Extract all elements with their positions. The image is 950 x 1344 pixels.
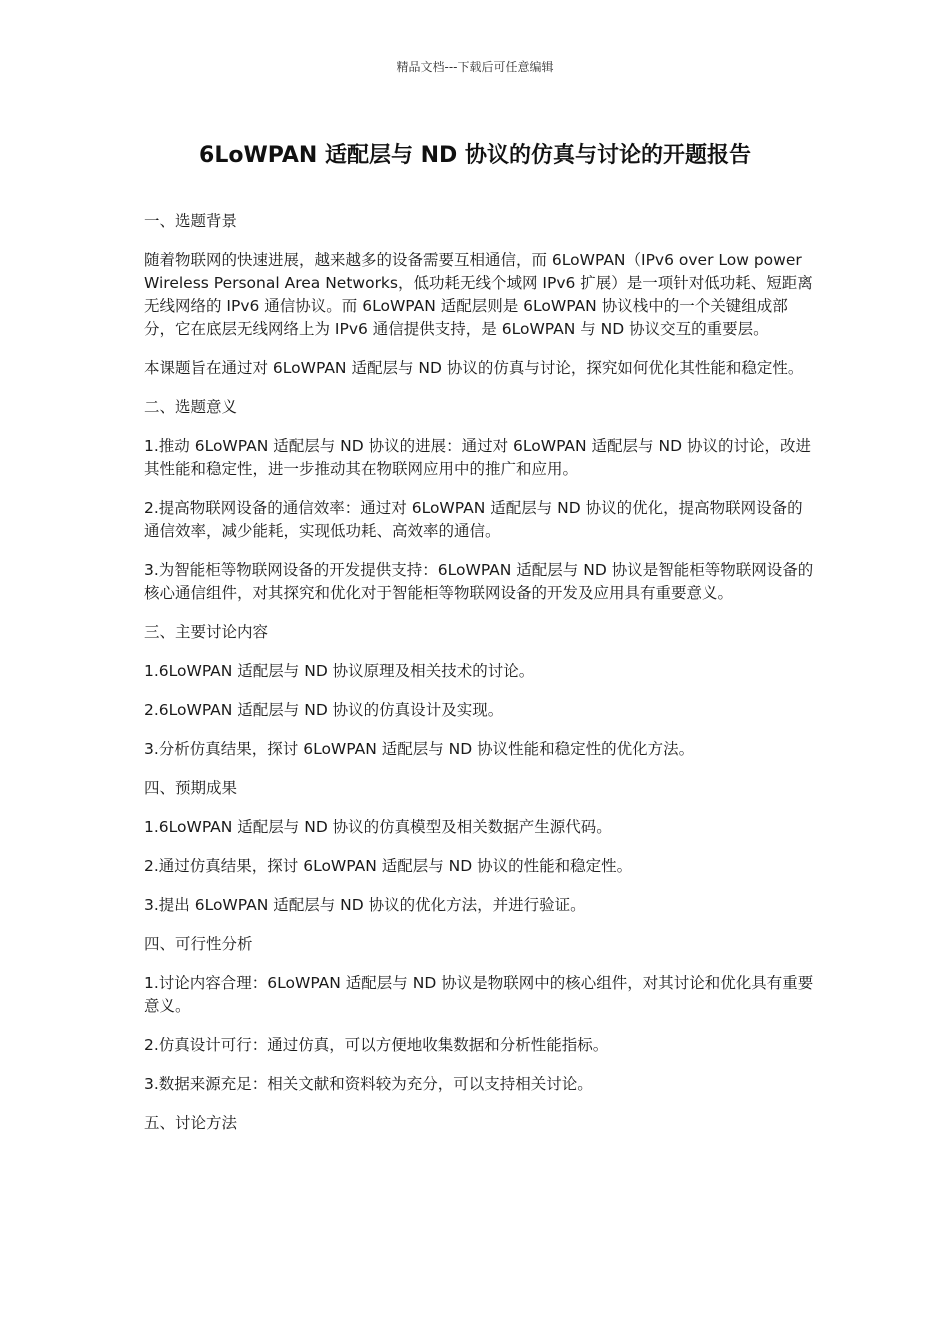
paragraph: 2.仿真设计可行：通过仿真，可以方便地收集数据和分析性能指标。 (144, 1036, 609, 1054)
paragraph: 1.6LoWPAN 适配层与 ND 协议原理及相关技术的讨论。 (144, 662, 535, 680)
section-methods (144, 1112, 814, 1135)
paragraph: 随着物联网的快速进展，越来越多的设备需要互相通信，而 6LoWPAN（IPv6 over Low power Wireless Personal Area Networks，低功耗无线个域网 IPv6 扩展）是一项针对低功耗、短距离无线网络的 IPv6 通信协议。而 6LoWPAN 适配层则是 6LoWPAN 协议栈中的一个关键组成部分，它在底层无线网络上为 IPv6 通信提供支持，是 6LoWPAN 与 ND 协议交互的重要层。 (144, 251, 813, 338)
paragraph: 3.提出 6LoWPAN 适配层与 ND 协议的优化方法，并进行验证。 (144, 896, 586, 914)
section-heading: 五、讨论方法 (144, 1114, 238, 1132)
section-feasibility (144, 933, 814, 1096)
header-note: 精品文档---下载后可任意编辑 (396, 60, 554, 74)
section-heading: 四、预期成果 (144, 779, 238, 797)
section-expected-results (144, 777, 814, 917)
paragraph: 2.6LoWPAN 适配层与 ND 协议的仿真设计及实现。 (144, 701, 504, 719)
paragraph: 3.数据来源充足：相关文献和资料较为充分，可以支持相关讨论。 (144, 1075, 593, 1093)
section-heading: 四、可行性分析 (144, 935, 253, 953)
paragraph: 1.推动 6LoWPAN 适配层与 ND 协议的进展：通过对 6LoWPAN 适配层与 ND 协议的讨论，改进其性能和稳定性，进一步推动其在物联网应用中的推广和应用。 (144, 437, 811, 478)
paragraph: 1.讨论内容合理：6LoWPAN 适配层与 ND 协议是物联网中的核心组件，对其讨论和优化具有重要意义。 (144, 974, 814, 1015)
section-background (144, 210, 814, 380)
paragraph: 2.提高物联网设备的通信效率：通过对 6LoWPAN 适配层与 ND 协议的优化，提高物联网设备的通信效率，减少能耗，实现低功耗、高效率的通信。 (144, 499, 803, 540)
section-significance (144, 396, 814, 605)
paragraph: 2.通过仿真结果，探讨 6LoWPAN 适配层与 ND 协议的性能和稳定性。 (144, 857, 633, 875)
section-main-content (144, 621, 814, 761)
section-heading: 二、选题意义 (144, 398, 238, 416)
document-title: 6LoWPAN 适配层与 ND 协议的仿真与讨论的开题报告 (199, 143, 751, 168)
paragraph: 3.为智能柜等物联网设备的开发提供支持：6LoWPAN 适配层与 ND 协议是智能柜等物联网设备的核心通信组件，对其探究和优化对于智能柜等物联网设备的开发及应用具有重要意义。 (144, 561, 814, 602)
paragraph: 1.6LoWPAN 适配层与 ND 协议的仿真模型及相关数据产生源代码。 (144, 818, 612, 836)
section-heading: 三、主要讨论内容 (144, 623, 269, 641)
paragraph: 3.分析仿真结果，探讨 6LoWPAN 适配层与 ND 协议性能和稳定性的优化方法。 (144, 740, 695, 758)
section-heading: 一、选题背景 (144, 212, 238, 230)
document-body (144, 210, 814, 1151)
paragraph: 本课题旨在通过对 6LoWPAN 适配层与 ND 协议的仿真与讨论，探究如何优化其性能和稳定性。 (144, 359, 804, 377)
